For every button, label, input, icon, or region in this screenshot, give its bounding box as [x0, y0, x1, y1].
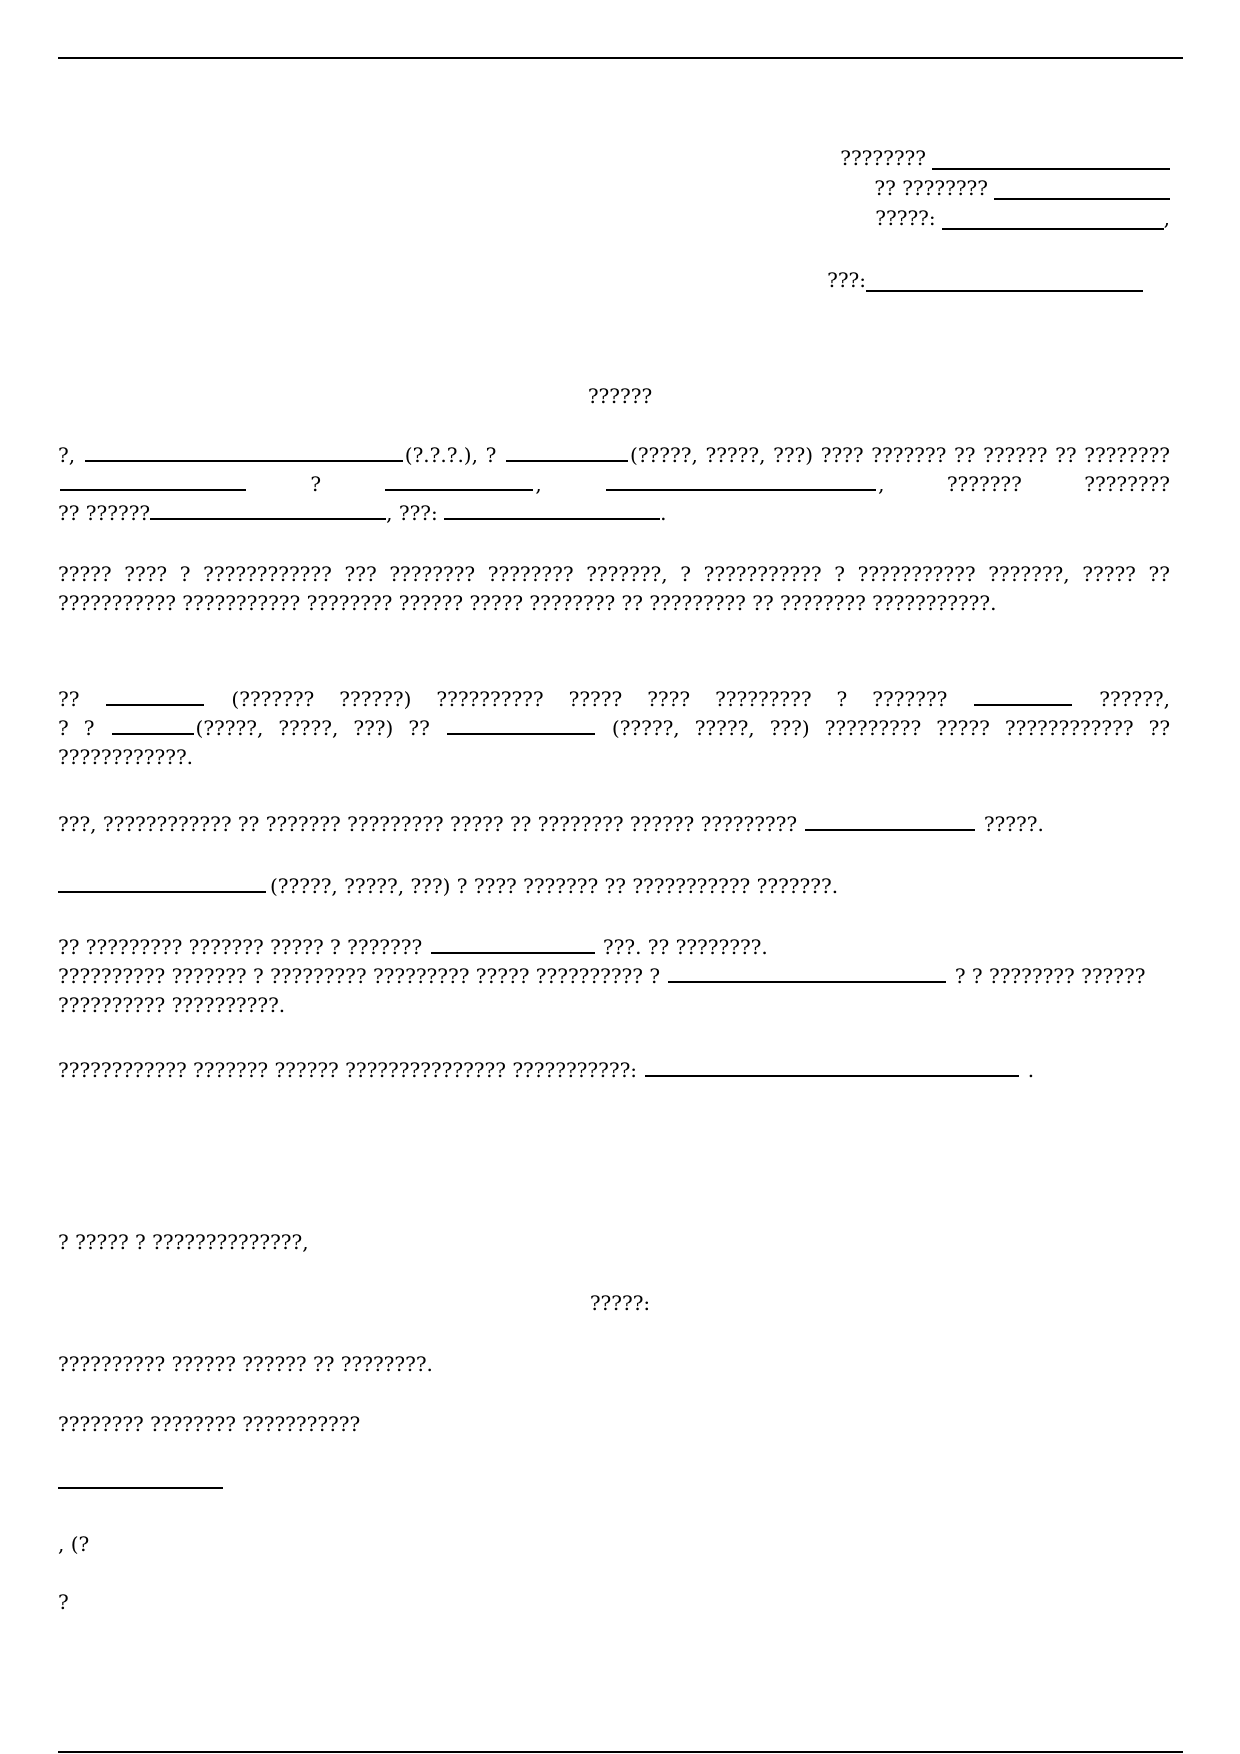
p1-text-j: . — [660, 501, 667, 525]
blank-p3-1 — [106, 686, 204, 706]
to-line — [840, 142, 1170, 170]
p3-text-f: (?????, ?????, ???) ????????? ????? ???????????? ?? ????????????. — [58, 716, 1171, 769]
paragraph-3 — [58, 685, 1170, 714]
blank-p3-2 — [974, 686, 1072, 706]
p5-text: (?????, ?????, ???) ? ???? ??????? ?? ??????????? ???????. — [270, 874, 839, 898]
p6-text-c: ?????????? ??????? ? ????????? ????????? ????? ?????????? ? — [58, 964, 661, 988]
to-label: ???????? — [840, 146, 926, 170]
blank-p1-2 — [385, 471, 533, 491]
p1-text-e: ? — [310, 472, 322, 496]
footer-line-b: ? — [58, 1590, 69, 1614]
blank-p4 — [805, 811, 975, 831]
closing-line: ? ????? ? ??????????????, — [58, 1230, 309, 1254]
signature-blank — [58, 1487, 223, 1489]
p6-text-a: ?? ????????? ??????? ????? ? ??????? — [58, 935, 423, 959]
p1-text-b: (?.?.?.), ? — [404, 443, 497, 467]
from-line — [874, 172, 1170, 200]
phone-line — [827, 264, 1143, 292]
paragraph-4 — [58, 810, 1170, 839]
p1-text-c: (?????, ?????, ???) ???? ??????? ?? ?????? ?? — [630, 443, 1077, 467]
blank-p1-5 — [444, 500, 660, 520]
signature-title: ?????: — [589, 1291, 651, 1315]
p3-text-d: ? ? — [58, 716, 95, 740]
phone-label: ???: — [827, 268, 866, 292]
address-line — [875, 202, 1170, 230]
paragraph-6 — [58, 933, 1170, 1020]
p1-text-g: , ??????? ???????? — [878, 472, 1170, 496]
address-label: ?????: — [875, 206, 936, 230]
blank-p6-2 — [668, 963, 946, 983]
p1-text-d: ???????? — [1084, 443, 1171, 467]
p4-text-b: ?????. — [983, 812, 1044, 836]
p3-text-c: ??????, — [1099, 687, 1170, 711]
p7-text-b: . — [1027, 1058, 1035, 1082]
p3-text-a: ?? — [58, 687, 80, 711]
paragraph-2: ????? ???? ? ???????????? ??? ???????? ???????? ???????, ? ??????????? ? ??????????? ???????, ????? ?? ??????????? ??????????? ???????? ?????? ????? ???????? ?? ????????? ?? ???????? ???????????. — [58, 562, 1170, 615]
blank-p5 — [58, 873, 266, 893]
p1-text-i: , ???: — [386, 501, 438, 525]
blank-p3-3 — [112, 715, 194, 735]
from-label: ?? ???????? — [874, 176, 988, 200]
signature-line-1: ?????????? ?????? ?????? ?? ????????. — [58, 1352, 433, 1376]
phone-blank — [866, 270, 1143, 292]
blank-p1-1 — [60, 471, 246, 491]
document-title: ?????? — [587, 384, 653, 408]
blank-p7 — [645, 1057, 1019, 1077]
paragraph-1-last-line — [58, 499, 1170, 528]
top-rule — [58, 57, 1183, 59]
p3-text-e: (?????, ?????, ???) ?? — [195, 716, 430, 740]
p6-text-b: ???. ?? ????????. — [602, 935, 768, 959]
paragraph-7 — [58, 1056, 1170, 1085]
p3-text-b: (??????? ??????) ?????????? ????? ???? ????????? ? ??????? — [231, 687, 948, 711]
p7-text-a: ???????????? ??????? ?????? ??????????????? ???????????: — [58, 1058, 638, 1082]
bottom-rule — [58, 1751, 1183, 1753]
blank-p1-4 — [150, 500, 386, 520]
blank-p6-1 — [431, 934, 595, 954]
p6-text-d: ? ? ???????? ?????? ?????????? ??????????. — [58, 964, 1146, 1017]
p4-text-a: ???, ???????????? ?? ??????? ????????? ????? ?? ???????? ?????? ????????? — [58, 812, 798, 836]
blank-p3-4 — [447, 715, 595, 735]
signature-line-2: ???????? ???????? ??????????? — [58, 1412, 361, 1436]
name-blank — [85, 442, 403, 462]
paragraph-1 — [58, 441, 1170, 499]
paragraph-5 — [58, 872, 1170, 901]
footer-line-a: , (? — [58, 1532, 90, 1556]
from-blank — [994, 178, 1170, 200]
to-blank — [932, 148, 1170, 170]
p1-text-a: ?, — [58, 443, 76, 467]
p1-text-h: ?? ?????? — [58, 501, 151, 525]
p1-text-f: , — [535, 472, 542, 496]
address-suffix: , — [1163, 206, 1170, 230]
date-blank — [506, 442, 628, 462]
blank-p1-3 — [606, 471, 876, 491]
address-blank — [942, 208, 1164, 230]
paragraph-3-rest — [58, 714, 1170, 772]
